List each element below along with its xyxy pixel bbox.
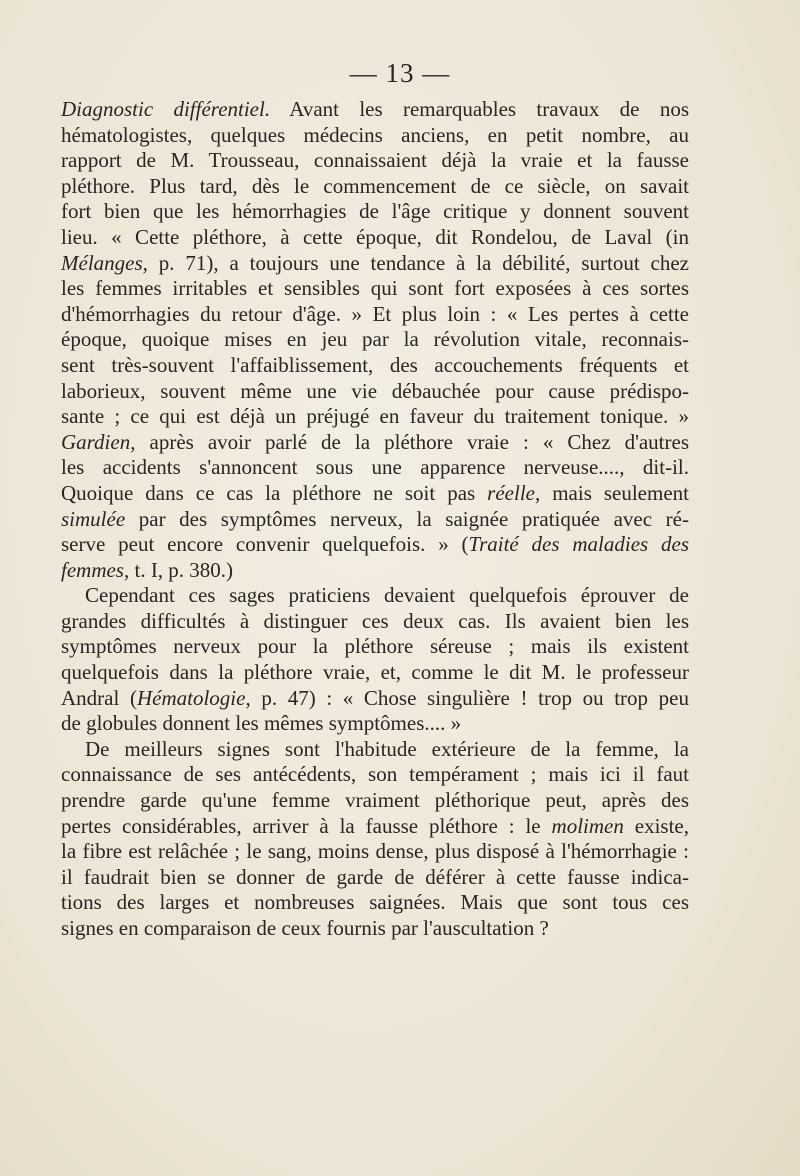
- text-segment: Andral (: [61, 685, 137, 710]
- italic-text-segment: Gardien: [61, 429, 131, 454]
- text-line: [61, 839, 689, 865]
- italic-text-segment: femmes: [61, 557, 124, 582]
- text-segment: rapport de M. Trousseau, connaissaient déjà la vraie et la fausse: [61, 148, 689, 173]
- text-line: [61, 455, 689, 481]
- text-segment: prendre garde qu'une femme vraiment pléthorique peut, après des: [61, 788, 689, 813]
- text-segment: grandes difficultés à distinguer ces deux cas. Ils avaient bien les: [61, 608, 689, 633]
- text-line: [61, 890, 689, 916]
- text-segment: , p. 71), a toujours une tendance à la débilité, surtout chez: [142, 250, 689, 275]
- text-line: [61, 251, 689, 277]
- text-segment: , p. 47) : « Chose singulière ! trop ou trop peu: [245, 685, 690, 710]
- text-line: [61, 225, 689, 251]
- italic-text-segment: Diagnostic différentiel.: [61, 97, 271, 121]
- text-line: [61, 174, 689, 200]
- italic-text-segment: molimen: [551, 813, 624, 838]
- text-segment: sent très-souvent l'affaiblissement, des accouchements fréquents et: [61, 352, 689, 377]
- text-line: [61, 481, 689, 507]
- text-line: [61, 865, 689, 891]
- text-segment: existe,: [623, 813, 689, 838]
- text-segment: il faudrait bien se donner de garde de déférer à cette fausse indica-: [61, 864, 689, 889]
- text-segment: laborieux, souvent même une vie débauchée pour cause prédispo-: [61, 378, 689, 403]
- text-segment: quelquefois dans la pléthore vraie, et, comme le dit M. le professeur: [61, 660, 689, 685]
- text-segment: connaissance de ses antécédents, son tempérament ; mais ici il faut: [61, 762, 689, 787]
- text-line: [61, 404, 689, 430]
- text-line: [61, 737, 689, 763]
- text-line: [61, 609, 689, 635]
- text-line: [61, 788, 689, 814]
- text-line: [61, 762, 689, 788]
- text-segment: Avant les remarquables travaux de nos: [270, 97, 689, 121]
- body-text: [61, 97, 689, 942]
- text-segment: époque, quoique mises en jeu par la révolution vitale, reconnais-: [61, 327, 689, 352]
- text-segment: hématologistes, quelques médecins anciens, en petit nombre, au: [61, 122, 689, 147]
- italic-text-segment: réelle: [487, 480, 535, 505]
- text-segment: symptômes nerveux pour la pléthore séreuse ; mais ils existent: [61, 634, 689, 659]
- text-line: [61, 660, 689, 686]
- italic-text-segment: Mélanges: [61, 250, 143, 275]
- text-segment: les femmes irritables et sensibles qui sont fort exposées à ces sortes: [61, 276, 689, 301]
- text-segment: de globules donnent les mêmes symptômes.... »: [61, 711, 462, 736]
- text-segment: d'hémorrhagies du retour d'âge. » Et plus loin : « Les pertes à cette: [61, 301, 689, 326]
- page-number: — 13 —: [349, 58, 451, 88]
- text-line: [61, 916, 689, 942]
- text-segment: par des symptômes nerveux, la saignée pratiquée avec ré-: [125, 506, 689, 531]
- text-line: [61, 814, 689, 840]
- text-line: [61, 276, 689, 302]
- text-line: [61, 507, 689, 533]
- text-line: [61, 430, 689, 456]
- text-line: [61, 711, 689, 737]
- text-line: [61, 327, 689, 353]
- text-segment: pertes considérables, arriver à la fausse pléthore : le: [61, 813, 552, 838]
- text-line: [61, 148, 689, 174]
- text-segment: tions des larges et nombreuses saignées. Mais que sont tous ces: [61, 890, 689, 915]
- text-segment: De meilleurs signes sont l'habitude extérieure de la femme, la: [85, 736, 689, 761]
- italic-text-segment: simulée: [61, 506, 126, 531]
- text-segment: les accidents s'annoncent sous une apparence nerveuse...., dit-il.: [61, 455, 689, 480]
- text-line: [61, 199, 689, 225]
- text-line: [61, 686, 689, 712]
- text-line: [61, 97, 689, 123]
- text-segment: signes en comparaison de ceux fournis par l'auscultation ?: [61, 916, 549, 940]
- text-segment: lieu. « Cette pléthore, à cette époque, dit Rondelou, de Laval (in: [61, 224, 689, 249]
- text-line: [61, 634, 689, 660]
- text-line: [61, 532, 689, 558]
- text-line: [61, 379, 689, 405]
- text-segment: la fibre est relâchée ; le sang, moins dense, plus disposé à l'hémorrhagie :: [61, 839, 689, 864]
- text-line: [61, 123, 689, 149]
- text-line: [61, 353, 689, 379]
- text-line: [61, 302, 689, 328]
- text-segment: , t. I, p. 380.): [123, 557, 234, 582]
- italic-text-segment: Traité des maladies des: [468, 532, 690, 557]
- text-segment: Cependant ces sages praticiens devaient quelquefois éprouver de: [85, 583, 689, 608]
- text-segment: Quoique dans ce cas la pléthore ne soit pas: [61, 480, 488, 505]
- text-segment: pléthore. Plus tard, dès le commencement de ce siècle, on savait: [61, 173, 689, 198]
- text-segment: , après avoir parlé de la pléthore vraie : « Chez d'autres: [130, 429, 689, 454]
- text-line: [61, 558, 689, 584]
- text-segment: , mais seulement: [534, 480, 689, 505]
- text-segment: serve peut encore convenir quelquefois. » (: [61, 532, 469, 557]
- text-segment: fort bien que les hémorrhagies de l'âge critique y donnent souvent: [61, 199, 689, 224]
- text-line: [61, 583, 689, 609]
- text-segment: sante ; ce qui est déjà un préjugé en faveur du traitement tonique. »: [61, 404, 689, 429]
- italic-text-segment: Hématologie: [136, 685, 246, 710]
